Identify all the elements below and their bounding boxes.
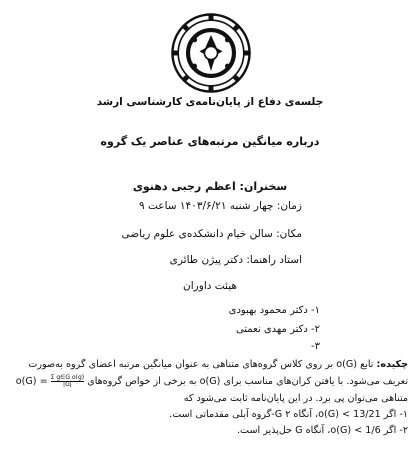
committee-heading: هیئت داوران — [183, 280, 237, 292]
university-seal-logo — [170, 12, 252, 94]
committee-member-3: ۳- — [311, 341, 320, 352]
thesis-topic: درباره میانگین مرتبه‌های عناصر یک گروه — [100, 135, 320, 148]
committee-member-2: ۲- دکتر مهدی نعمتی — [235, 324, 320, 335]
abstract-line-5: ۲- اگر 1/6 > o(G)، آنگاه G حل‌پذیر است. — [237, 425, 408, 436]
abstract-text-2: تعریف می‌شود. با یافتن کران‌های مناسب برای o(G) به برخی از خواص گروه‌های — [87, 376, 408, 387]
abstract-text-1: تابع o(G) بر روی کلاس گروه‌های متناهی به عنوان میانگین مرتبه اعضای گروه به‌صورت — [28, 359, 374, 370]
abstract-line-1 — [12, 357, 408, 373]
speaker-line: سخنران: اعظم رجبی دهنوی — [132, 180, 288, 193]
advisor-line: استاد راهنما: دکتر پیژن طائری — [169, 254, 302, 266]
fraction-denominator: |G| — [63, 380, 72, 388]
defense-title: جلسه‌ی دفاع از پایان‌نامه‌ی کارشناسی ارشد — [96, 96, 324, 108]
abstract-line-2 — [12, 374, 408, 390]
mean-order-fraction — [51, 375, 84, 388]
abstract-line-4: ۱- اگر 13/21 > o(G)، آنگاه G ۲-گروه آبلی مقدماتی است. — [169, 409, 408, 420]
abstract-formula-lhs: = o(G) — [15, 376, 48, 387]
abstract-label: چکیده: — [376, 359, 408, 370]
fraction-numerator: Σ g∈G o(g) — [50, 373, 85, 381]
place-line: مکان: سالن خیام دانشکده‌ی علوم ریاضی — [121, 228, 302, 240]
abstract-line-3: متناهی می‌توان پی برد. در این پایان‌نامه ثابت می‌شود که — [183, 393, 408, 404]
time-line: زمان: چهار شنبه ۱۴۰۳/۶/۲۱ ساعت ۹ — [139, 200, 302, 212]
committee-member-1: ۱- دکتر محمود بهبودی — [228, 305, 320, 316]
